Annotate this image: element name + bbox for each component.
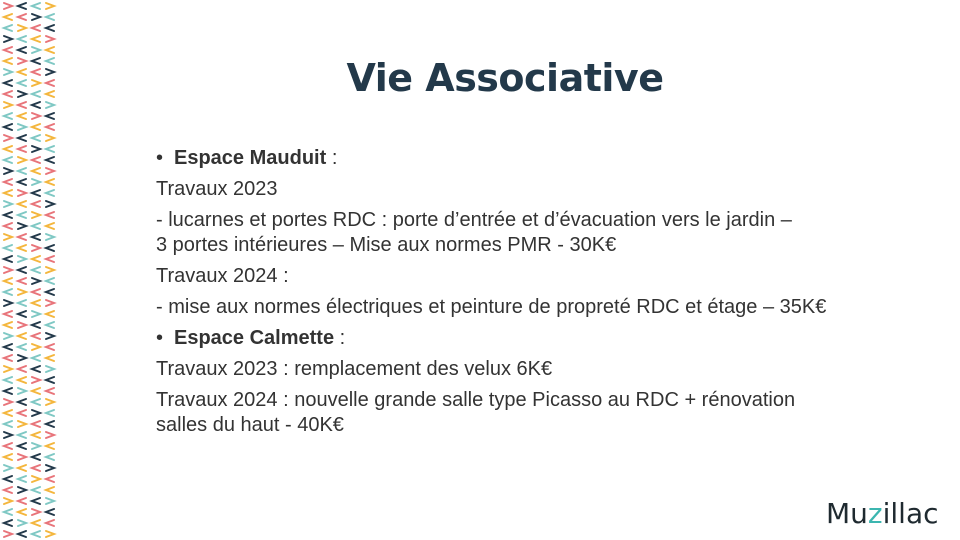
calmette-travaux-2024-line1: Travaux 2024 : nouvelle grande salle type Picasso au RDC + rénovation [156, 389, 796, 411]
chevron-mark [4, 344, 12, 350]
chevron-mark [4, 80, 12, 86]
section-label-mauduit: Espace Mauduit [174, 147, 327, 169]
chevron-mark [4, 366, 12, 372]
chevron-mark [46, 124, 54, 130]
chevron-mark [18, 223, 26, 229]
bullet-icon: • [156, 327, 164, 349]
chevron-mark [46, 355, 54, 361]
chevron-mark [4, 289, 12, 295]
chevron-mark [46, 25, 54, 31]
chevron-mark [4, 443, 12, 449]
chevron-mark [32, 168, 40, 174]
chevron-mark [32, 245, 40, 251]
chevron-mark [4, 212, 12, 218]
chevron-mark [32, 300, 40, 306]
chevron-mark [18, 179, 26, 185]
chevron-mark [4, 509, 12, 515]
chevron-mark [18, 190, 26, 196]
chevron-mark [18, 25, 26, 31]
chevron-mark [46, 256, 54, 262]
chevron-mark [4, 245, 12, 251]
chevron-mark [4, 498, 12, 504]
chevron-mark [18, 476, 26, 482]
chevron-mark [4, 278, 12, 284]
chevron-mark [32, 179, 40, 185]
chevron-mark [46, 91, 54, 97]
chevron-pattern-icon [0, 0, 60, 540]
chevron-mark [46, 410, 54, 416]
chevron-mark [46, 190, 54, 196]
chevron-mark [18, 14, 26, 20]
chevron-mark [32, 410, 40, 416]
chevron-mark [18, 212, 26, 218]
chevron-mark [18, 201, 26, 207]
chevron-mark [4, 124, 12, 130]
chevron-mark [18, 366, 26, 372]
chevron-mark [46, 366, 54, 372]
mauduit-travaux-2023-line2: 3 portes intérieures – Mise aux normes PMR - 30K€ [156, 234, 617, 256]
chevron-mark [32, 355, 40, 361]
chevron-mark [32, 113, 40, 119]
chevron-mark [46, 300, 54, 306]
chevron-mark [18, 377, 26, 383]
chevron-mark [4, 201, 12, 207]
chevron-mark [18, 443, 26, 449]
chevron-mark [46, 267, 54, 273]
chevron-mark [18, 124, 26, 130]
chevron-mark [18, 245, 26, 251]
chevron-mark [46, 36, 54, 42]
chevron-mark [4, 223, 12, 229]
chevron-mark [32, 267, 40, 273]
chevron-mark [18, 267, 26, 273]
chevron-mark [18, 388, 26, 394]
chevron-mark [32, 14, 40, 20]
chevron-mark [32, 432, 40, 438]
chevron-mark [32, 223, 40, 229]
chevron-mark [4, 476, 12, 482]
chevron-mark [46, 278, 54, 284]
chevron-mark [4, 14, 12, 20]
chevron-mark [32, 399, 40, 405]
chevron-mark [18, 333, 26, 339]
chevron-mark [18, 69, 26, 75]
chevron-mark [32, 58, 40, 64]
chevron-mark [46, 179, 54, 185]
chevron-mark [46, 344, 54, 350]
chevron-mark [4, 69, 12, 75]
chevron-mark [32, 3, 40, 9]
chevron-mark [18, 410, 26, 416]
chevron-mark [4, 234, 12, 240]
chevron-mark [18, 3, 26, 9]
chevron-mark [4, 355, 12, 361]
chevron-mark [4, 256, 12, 262]
chevron-mark [32, 311, 40, 317]
chevron-mark [46, 476, 54, 482]
chevron-mark [46, 377, 54, 383]
chevron-mark [4, 388, 12, 394]
chevron-mark [46, 157, 54, 163]
chevron-mark [32, 47, 40, 53]
chevron-mark [32, 212, 40, 218]
chevron-mark [46, 388, 54, 394]
chevron-mark [46, 69, 54, 75]
chevron-mark [18, 113, 26, 119]
chevron-mark [32, 487, 40, 493]
chevron-mark [18, 135, 26, 141]
chevron-mark [32, 256, 40, 262]
section-mauduit [156, 146, 916, 171]
logo-text-prefix: Mu [826, 497, 868, 530]
chevron-mark [46, 487, 54, 493]
chevron-mark [4, 410, 12, 416]
chevron-mark [46, 421, 54, 427]
chevron-mark [4, 190, 12, 196]
chevron-mark [46, 311, 54, 317]
content-body [156, 146, 916, 444]
chevron-mark [32, 157, 40, 163]
chevron-mark [4, 91, 12, 97]
chevron-mark [46, 3, 54, 9]
section-suffix: : [334, 327, 346, 349]
chevron-mark [32, 36, 40, 42]
mauduit-travaux-2024-heading: Travaux 2024 : [156, 265, 289, 287]
chevron-mark [18, 80, 26, 86]
chevron-mark [4, 454, 12, 460]
chevron-mark [46, 531, 54, 537]
chevron-mark [46, 509, 54, 515]
page-title: Vie Associative [346, 56, 664, 100]
chevron-mark [46, 399, 54, 405]
logo-text [826, 497, 939, 530]
chevron-mark [46, 47, 54, 53]
chevron-mark [46, 465, 54, 471]
logo-text-suffix: illac [882, 497, 939, 530]
chevron-mark [46, 201, 54, 207]
chevron-mark [18, 300, 26, 306]
chevron-mark [4, 300, 12, 306]
mauduit-travaux-2024-line1: - mise aux normes électriques et peinture de propreté RDC et étage – 35K€ [156, 296, 827, 318]
chevron-mark [18, 256, 26, 262]
chevron-mark [46, 322, 54, 328]
chevron-mark [46, 58, 54, 64]
chevron-mark [32, 124, 40, 130]
section-label-calmette: Espace Calmette [174, 327, 335, 349]
chevron-mark [46, 245, 54, 251]
chevron-mark [4, 58, 12, 64]
chevron-mark [4, 465, 12, 471]
chevron-mark [4, 333, 12, 339]
chevron-mark [18, 146, 26, 152]
chevron-mark [46, 432, 54, 438]
chevron-mark [46, 223, 54, 229]
section-suffix: : [326, 147, 338, 169]
chevron-mark [18, 498, 26, 504]
chevron-mark [46, 454, 54, 460]
chevron-mark [32, 344, 40, 350]
chevron-mark [18, 311, 26, 317]
chevron-mark [4, 487, 12, 493]
chevron-mark [18, 432, 26, 438]
chevron-mark [32, 388, 40, 394]
chevron-mark [18, 465, 26, 471]
chevron-mark [4, 36, 12, 42]
chevron-mark [18, 520, 26, 526]
chevron-mark [18, 399, 26, 405]
chevron-mark [4, 135, 12, 141]
chevron-mark [4, 399, 12, 405]
chevron-mark [32, 465, 40, 471]
chevron-mark [18, 47, 26, 53]
chevron-mark [18, 91, 26, 97]
chevron-mark [46, 168, 54, 174]
section-calmette [156, 326, 916, 351]
chevron-mark [46, 113, 54, 119]
chevron-mark [32, 91, 40, 97]
chevron-mark [18, 234, 26, 240]
chevron-mark [4, 146, 12, 152]
chevron-mark [46, 212, 54, 218]
chevron-mark [32, 421, 40, 427]
chevron-mark [32, 454, 40, 460]
chevron-mark [4, 311, 12, 317]
chevron-mark [32, 190, 40, 196]
chevron-mark [4, 432, 12, 438]
chevron-mark [18, 322, 26, 328]
chevron-mark [32, 443, 40, 449]
chevron-mark [4, 377, 12, 383]
chevron-mark [4, 25, 12, 31]
chevron-mark [32, 69, 40, 75]
chevron-mark [4, 520, 12, 526]
chevron-mark [32, 278, 40, 284]
chevron-mark [4, 113, 12, 119]
chevron-mark [4, 102, 12, 108]
chevron-mark [32, 520, 40, 526]
chevron-mark [46, 102, 54, 108]
calmette-travaux-2023: Travaux 2023 : remplacement des velux 6K€ [156, 358, 553, 380]
chevron-mark [4, 322, 12, 328]
chevron-mark [18, 168, 26, 174]
chevron-mark [32, 25, 40, 31]
chevron-mark [18, 487, 26, 493]
chevron-mark [46, 333, 54, 339]
chevron-mark [18, 58, 26, 64]
mauduit-travaux-2023-line1: - lucarnes et portes RDC : porte d’entrée et d’évacuation vers le jardin – [156, 209, 792, 231]
chevron-mark [46, 146, 54, 152]
chevron-mark [32, 377, 40, 383]
chevron-mark [4, 179, 12, 185]
chevron-mark [4, 421, 12, 427]
chevron-mark [32, 201, 40, 207]
chevron-mark [46, 14, 54, 20]
chevron-mark [18, 421, 26, 427]
chevron-mark [18, 102, 26, 108]
chevron-mark [32, 366, 40, 372]
chevron-mark [18, 355, 26, 361]
chevron-mark [4, 267, 12, 273]
chevron-mark [4, 531, 12, 537]
chevron-mark [18, 278, 26, 284]
muzillac-logo [826, 493, 946, 533]
chevron-mark [4, 157, 12, 163]
chevron-mark [18, 531, 26, 537]
mauduit-travaux-2023-heading: Travaux 2023 [156, 178, 278, 200]
chevron-mark [32, 146, 40, 152]
chevron-mark [32, 333, 40, 339]
chevron-mark [46, 234, 54, 240]
chevron-mark [18, 157, 26, 163]
chevron-mark [18, 344, 26, 350]
chevron-mark [4, 3, 12, 9]
chevron-mark [46, 80, 54, 86]
chevron-mark [18, 36, 26, 42]
chevron-mark [46, 498, 54, 504]
chevron-mark [18, 289, 26, 295]
chevron-mark [32, 102, 40, 108]
chevron-mark [32, 531, 40, 537]
chevron-mark [32, 498, 40, 504]
chevron-mark [4, 168, 12, 174]
chevron-mark [46, 135, 54, 141]
chevron-mark [18, 454, 26, 460]
chevron-mark [32, 476, 40, 482]
chevron-mark [46, 443, 54, 449]
chevron-mark [32, 322, 40, 328]
calmette-travaux-2024-line2: salles du haut - 40K€ [156, 414, 344, 436]
chevron-mark [32, 289, 40, 295]
chevron-mark [32, 80, 40, 86]
chevron-mark [46, 520, 54, 526]
chevron-mark [32, 509, 40, 515]
chevron-mark [32, 135, 40, 141]
bullet-icon: • [156, 147, 164, 169]
chevron-mark [4, 47, 12, 53]
chevron-mark [18, 509, 26, 515]
chevron-mark [46, 289, 54, 295]
logo-text-accent: z [867, 497, 883, 530]
chevron-mark [32, 234, 40, 240]
